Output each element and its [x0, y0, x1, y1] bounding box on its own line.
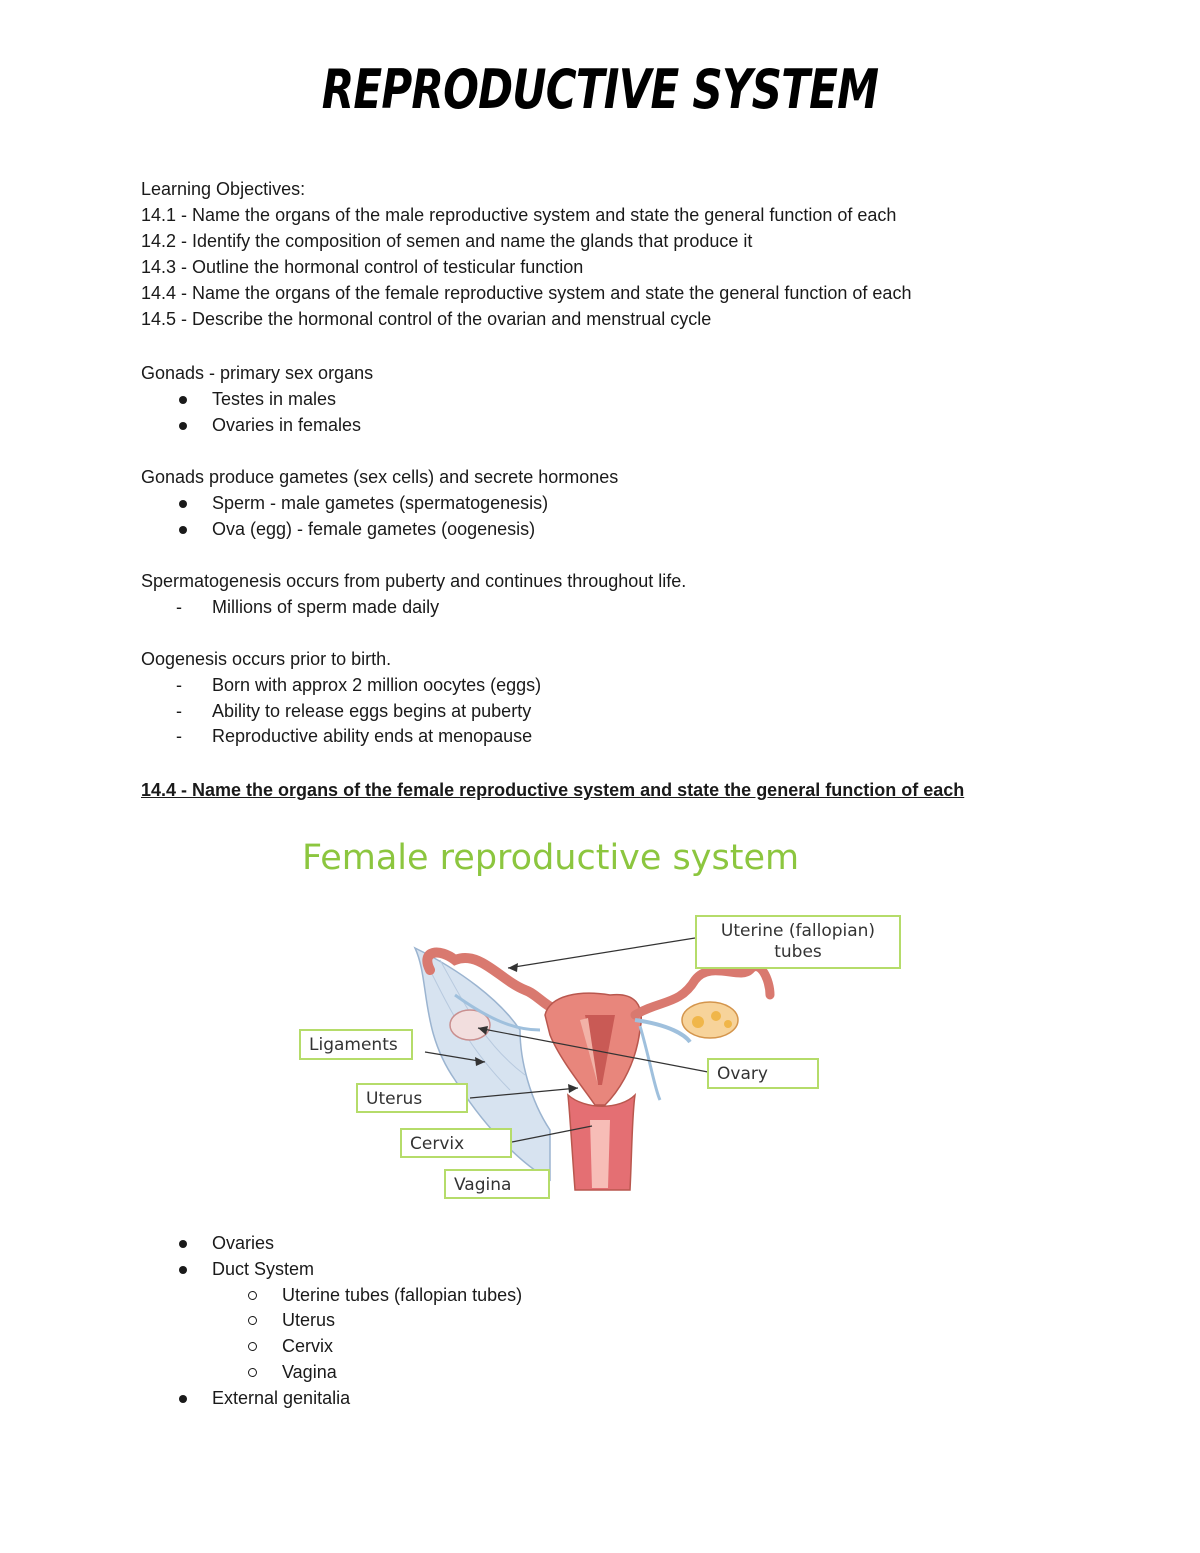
gametes-heading: Gonads produce gametes (sex cells) and secrete hormones: [141, 467, 619, 487]
label-uterine-tubes: Uterine (fallopian) tubes: [695, 915, 901, 969]
objective-item: 14.1 - Name the organs of the male reproductive system and state the general function of each: [141, 205, 897, 225]
sub-list-item: Uterus: [282, 1309, 335, 1331]
label-ligaments: Ligaments: [299, 1029, 413, 1060]
list-item: Testes in males: [212, 388, 336, 410]
spermatogenesis-heading: Spermatogenesis occurs from puberty and continues throughout life.: [141, 571, 687, 591]
list-item: - Ability to release eggs begins at puberty: [176, 701, 532, 721]
gonads-heading: Gonads - primary sex organs: [141, 363, 374, 383]
objective-item: 14.4 - Name the organs of the female reproductive system and state the general function of each: [141, 283, 912, 303]
sub-list-item: Vagina: [282, 1361, 337, 1383]
objective-item: 14.2 - Identify the composition of semen and name the glands that produce it: [141, 231, 753, 251]
label-uterus: Uterus: [356, 1083, 468, 1113]
list-item: - Born with approx 2 million oocytes (eggs): [176, 675, 542, 695]
list-item: - Millions of sperm made daily: [176, 597, 440, 617]
female-reproductive-diagram: [280, 830, 920, 1210]
sub-list-item: Uterine tubes (fallopian tubes): [282, 1284, 522, 1306]
label-vagina: Vagina: [444, 1169, 550, 1199]
list-item: - Reproductive ability ends at menopause: [176, 726, 533, 746]
list-item: Sperm - male gametes (spermatogenesis): [212, 492, 548, 514]
objective-item: 14.5 - Describe the hormonal control of the ovarian and menstrual cycle: [141, 309, 712, 329]
list-item: Ovaries in females: [212, 414, 361, 436]
sub-list-item: Cervix: [282, 1335, 333, 1357]
list-item: Ova (egg) - female gametes (oogenesis): [212, 518, 535, 540]
list-item: External genitalia: [212, 1387, 350, 1409]
label-ovary: Ovary: [707, 1058, 819, 1089]
page-title: REPRODUCTIVE SYSTEM: [321, 58, 879, 121]
label-cervix: Cervix: [400, 1128, 512, 1158]
figure-title: Female reproductive system: [302, 838, 800, 878]
objectives-heading: Learning Objectives:: [141, 179, 306, 199]
section-heading: 14.4 - Name the organs of the female reproductive system and state the general function of each: [141, 780, 965, 800]
list-item: Duct System: [212, 1258, 314, 1280]
objective-item: 14.3 - Outline the hormonal control of testicular function: [141, 257, 584, 277]
list-item: Ovaries: [212, 1232, 274, 1254]
anatomy-illustration: [280, 830, 920, 1210]
oogenesis-heading: Oogenesis occurs prior to birth.: [141, 649, 392, 669]
